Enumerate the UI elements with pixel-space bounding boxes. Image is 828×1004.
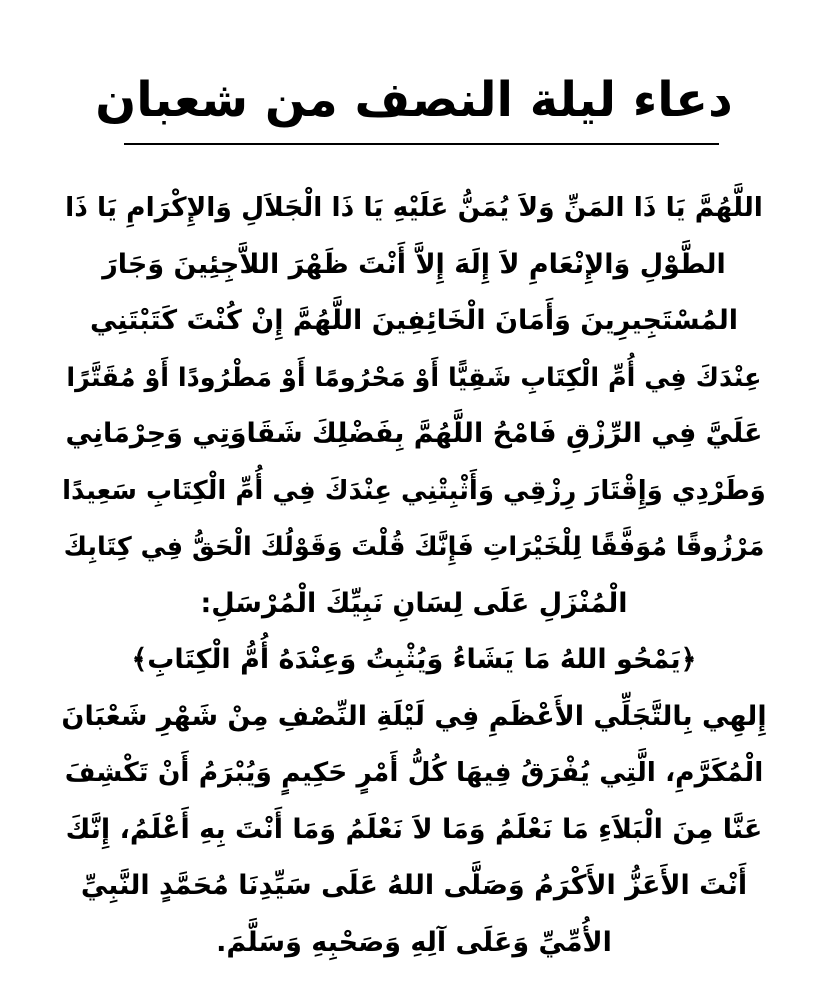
title-underline [124,143,719,145]
prayer-line: عَلَيَّ فِي الرِّزْقِ فَامْحُ اللَّهُمَّ بِفَضْلِكَ شَقَاوَتِي وَحِرْمَانِي [65,418,763,449]
quran-verse: ﴿يَمْحُو اللهُ مَا يَشَاءُ وَيُثْبِتُ وَعِنْدَهُ أُمُّ الْكِتَابِ﴾ [131,644,697,675]
prayer-line: اللَّهُمَّ يَا ذَا المَنِّ وَلاَ يُمَنُّ عَلَيْهِ يَا ذَا الْجَلاَلِ وَالإِكْرَامِ يَا ذَا [65,192,763,223]
prayer-line: الْمُنْزَلِ عَلَى لِسَانِ نَبِيِّكَ الْمُرْسَلِ: [200,587,628,619]
prayer-line: عِنْدَكَ فِي أُمِّ الْكِتَابِ شَقِيًّا أَوْ مَحْرُومًا أَوْ مَطْرُودًا أَوْ مُقَتَّرًا [66,362,762,393]
prayer-line: وَطَرْدِي وَإِقْتَارَ رِزْقِي وَأَثْبِتْنِي عِنْدَكَ فِي أُمِّ الْكِتَابِ سَعِيدًا [62,475,766,506]
prayer-text [60,180,768,971]
prayer-line: أَنْتَ الأَعَزُّ الأَكْرَمُ وَصَلَّى اللهُ عَلَى سَيِّدِنَا مُحَمَّدٍ النَّبِيِّ [80,870,748,901]
prayer-line: الْمُكَرَّمِ، الَّتِي يُفْرَقُ فِيهَا كُلُّ أَمْرٍ حَكِيمٍ وَيُبْرَمُ أَنْ تَكْشِفَ [64,757,764,788]
page-title: دعاء ليلة النصف من شعبان [95,72,733,128]
prayer-line: مَرْزُوقًا مُوَفَّقًا لِلْخَيْرَاتِ فَإِنَّكَ قُلْتَ وَقَوْلُكَ الْحَقُّ فِي كِتَابِكَ [63,532,765,562]
prayer-line: عَنَّا مِنَ الْبَلاَءِ مَا نَعْلَمُ وَمَا لاَ نَعْلَمُ وَمَا أَنْتَ بِهِ أَعْلَمُ، إِنَّكَ [65,813,763,845]
prayer-line: الأُمِّيِّ وَعَلَى آلِهِ وَصَحْبِهِ وَسَلَّمَ. [216,926,612,958]
prayer-line: الطَّوْلِ وَالإِنْعَامِ لاَ إِلَهَ إِلاَّ أَنْتَ ظَهْرَ اللاَّجِئِينَ وَجَارَ [102,248,726,280]
prayer-line: إِلهِي بِالتَّجَلِّي الأَعْظَمِ فِي لَيْلَةِ النِّصْفِ مِنْ شَهْرِ شَعْبَانَ [61,700,767,732]
prayer-line: المُسْتَجِيرِينَ وَأَمَانَ الْخَائِفِينَ اللَّهُمَّ إِنْ كُنْتَ كَتَبْتَنِي [89,305,739,336]
